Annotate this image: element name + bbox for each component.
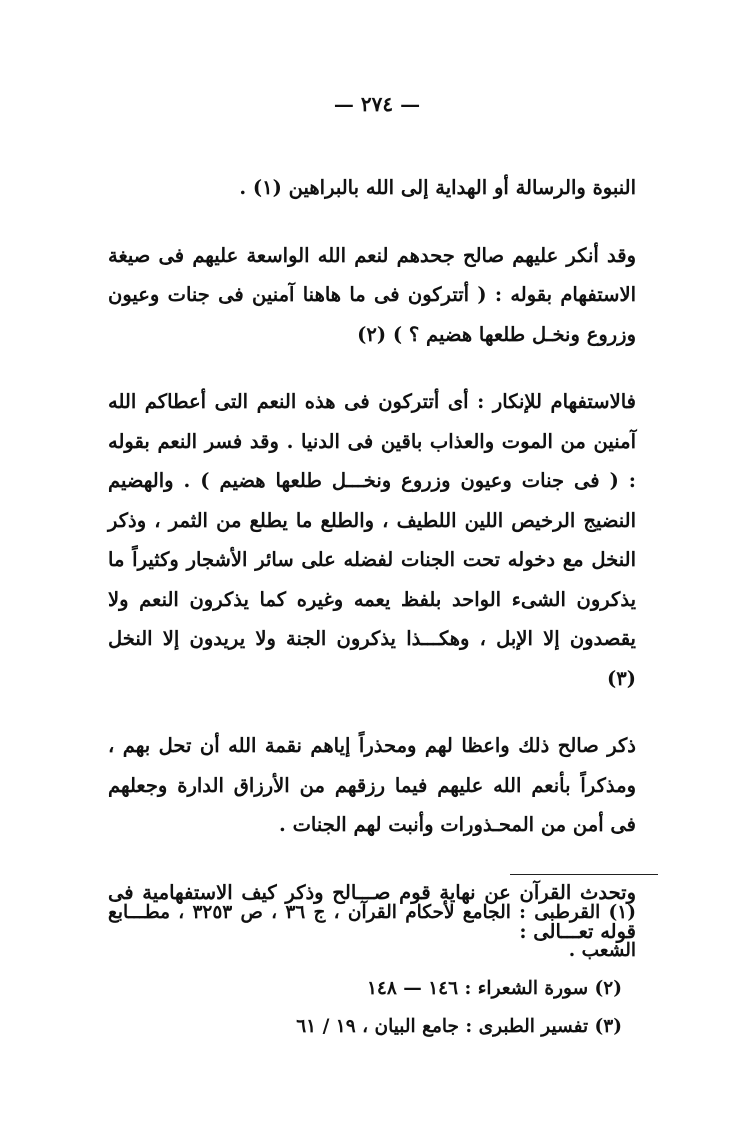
footnote-separator [510, 874, 658, 875]
main-text [108, 168, 636, 980]
paragraph-4: ذكر صالح ذلك واعظا لهم ومحذراً إياهم نقمة الله أن تحل بهم ، ومذكراً بأنعم الله عليهم فيما رزقهم من الأرزاق الدارة وجعلهم فى أمن من المحـذورات وأنبت لهم الجنات . [108, 734, 636, 836]
footnotes [108, 894, 636, 1046]
footnote-2: (٢) سورة الشعراء : ١٤٦ — ١٤٨ [367, 978, 622, 999]
paragraph-1: النبوة والرسالة أو الهداية إلى الله بالبراهين (١) . [239, 176, 636, 199]
paragraph-5: وتحدث القرآن عن نهاية قوم صـــالح وذكر كيف الاستفهامية فى قوله تعـــالى : [108, 880, 636, 943]
footnote-3: (٣) تفسير الطبرى : جامع البيان ، ١٩ / ٦١ [296, 1016, 622, 1037]
paragraph-3: فالاستفهام للإنكار : أى أتتركون فى هذه النعم التى أعطاكم الله آمنين من الموت والعذاب باقين فى الدنيا . وقد فسر النعم بقوله : ( فى جنات وعيون وزروع ونخـــل طلعها هضيم ) . والهضيم النضيج الرخيص اللين اللطيف ، والطلع ما يطلع من الثمر ، وذكر النخل مع دخوله تحت الجنات لفضله على سائر الأشجار وكثيراً ما يذكرون الشىء الواحد بلفظ يعمه وغيره كما يذكرون النعم ولا يقصدون إلا الإبل ، وهكـــذا يذكرون الجنة ولا يريدون إلا النخل (٣) [108, 390, 636, 690]
page-number: — ٢٧٤ — [333, 92, 421, 116]
footnote-1: (١) القرطبى : الجامع لأحكام القرآن ، ج ٣٦ ، ص ٣٢٥٣ ، مطـــابع الشعب . [108, 902, 636, 961]
paragraph-2: وقد أنكر عليهم صالح جحدهم لنعم الله الواسعة عليهم فى صيغة الاستفهام بقوله : ( أتتركون فى ما هاهنا آمنين فى جنات وعيون وزروع ونخـل طلعها هضيم ؟ ) (٢) [108, 243, 636, 346]
